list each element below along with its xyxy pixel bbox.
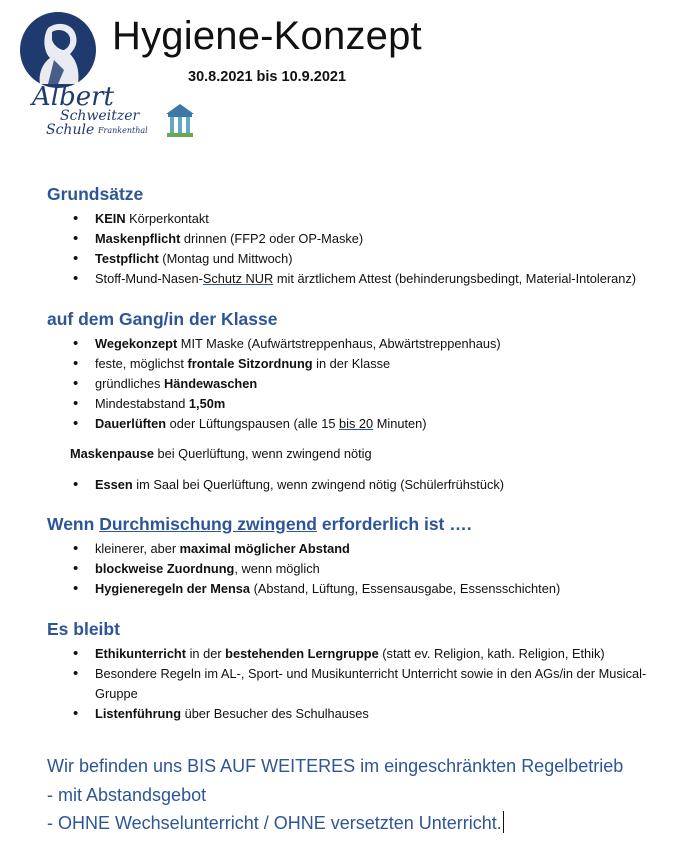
closing-line: - OHNE Wechselunterricht / OHNE versetzten Unterricht.	[47, 813, 502, 833]
list-item: • Mindestabstand 1,50m	[47, 394, 674, 414]
section-durchmischung	[47, 513, 674, 599]
bullet-list	[47, 209, 674, 289]
section-heading: Wenn Durchmischung zwingend erforderlich ist ….	[47, 514, 472, 534]
section-heading: auf dem Gang/in der Klasse	[47, 309, 278, 329]
closing-line: Wir befinden uns BIS AUF WEITERES im eingeschränkten Regelbetrieb	[47, 756, 624, 776]
text-cursor	[503, 811, 504, 833]
logo-text-schweitzer: Schweitzer	[60, 108, 140, 124]
section-grundsaetze	[47, 183, 674, 289]
list-item: • Stoff-Mund-Nasen-Schutz NUR mit ärztlichem Attest (behinderungsbedingt, Material-Intoleranz)	[47, 269, 674, 289]
bullet-list	[47, 334, 674, 434]
closing-statement	[47, 752, 623, 838]
list-item: • Listenführung über Besucher des Schulhauses	[47, 704, 674, 724]
list-item: • Maskenpflicht drinnen (FFP2 oder OP-Maske)	[47, 229, 674, 249]
closing-line: - mit Abstandsgebot	[47, 784, 207, 805]
list-item: • Ethikunterricht in der bestehenden Lerngruppe (statt ev. Religion, kath. Religion, Ethik)	[47, 644, 674, 664]
section-es-bleibt	[47, 618, 674, 724]
section-gang-klasse	[47, 308, 674, 495]
list-item: • gründliches Händewaschen	[47, 374, 674, 394]
list-item: • KEIN Körperkontakt	[47, 209, 674, 229]
list-item: • kleinerer, aber maximal möglicher Abstand	[47, 539, 674, 559]
building-icon	[166, 104, 194, 137]
list-item: • Wegekonzept MIT Maske (Aufwärtstreppenhaus, Abwärtstreppenhaus)	[47, 334, 674, 354]
bullet-list	[47, 644, 674, 724]
page-title: Hygiene-Konzept	[112, 14, 422, 58]
list-item: • feste, möglichst frontale Sitzordnung in der Klasse	[47, 354, 674, 374]
logo-text-schule: Schule	[46, 122, 95, 138]
list-item: • Essen im Saal bei Querlüftung, wenn zwingend nötig (Schülerfrühstück)	[47, 475, 674, 495]
list-item: • Testpflicht (Montag und Mittwoch)	[47, 249, 674, 269]
date-range: 30.8.2021 bis 10.9.2021	[188, 69, 347, 85]
list-item: • Besondere Regeln im AL-, Sport- und Musikunterricht Unterricht sowie in den AGs/in der Musical-Gruppe	[47, 664, 674, 704]
bullet-list	[47, 475, 674, 495]
section-heading: Es bleibt	[47, 619, 120, 639]
list-item: • Hygieneregeln der Mensa (Abstand, Lüftung, Essensausgabe, Essensschichten)	[47, 579, 674, 599]
section-heading: Grundsätze	[47, 184, 144, 204]
logo-text-albert: Albert	[32, 82, 114, 112]
list-item: • blockweise Zuordnung, wenn möglich	[47, 559, 674, 579]
bullet-list	[47, 539, 674, 599]
list-item: • Dauerlüften oder Lüftungspausen (alle 15 bis 20 Minuten)	[47, 414, 674, 434]
logo-text-city: Frankenthal	[98, 126, 148, 135]
note-maskenpause: Maskenpause bei Querlüftung, wenn zwingend nötig	[70, 446, 372, 461]
